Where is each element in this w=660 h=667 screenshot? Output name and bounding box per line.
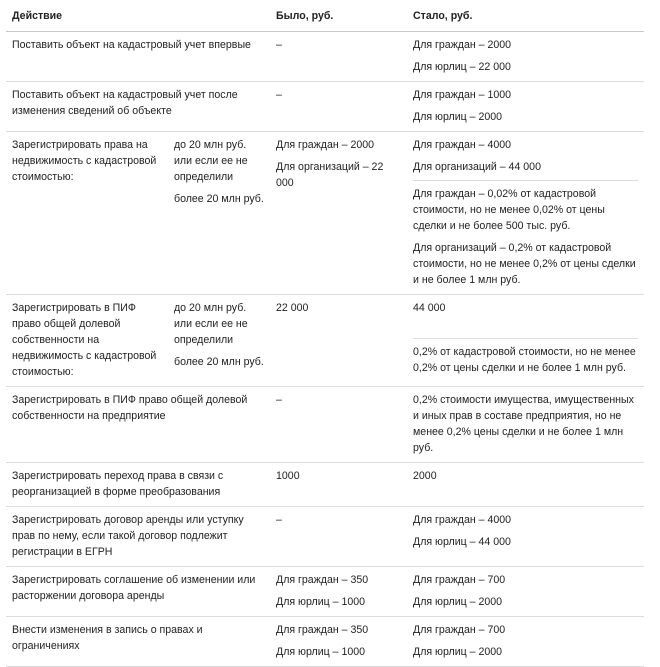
became-cell: 0,2% стоимости имущества, имущественных и иных прав в составе предприятия, но не менее 0,2% цены сделки и не более 1 млн руб.	[407, 387, 644, 463]
was-organizations: Для организаций – 22 000	[276, 161, 384, 189]
became-cell	[407, 295, 644, 387]
was-cell: –	[270, 32, 407, 82]
became-citizens-over-20m: Для граждан – 0,02% от кадастровой стоимости, но не менее 0,02% от цены сделки и не более 500 тыс. руб.	[413, 188, 605, 232]
subcondition-cell	[168, 132, 270, 295]
became-citizens: Для граждан – 700	[413, 574, 506, 586]
became-cell	[407, 82, 644, 132]
action-cell: Зарегистрировать договор аренды или уступку прав по нему, если такой договор подлежит регистрации в ЕГРН	[6, 507, 270, 567]
became-over-20m: 0,2% от кадастровой стоимости, но не менее 0,2% от цены сделки и не более 1 млн руб.	[413, 346, 636, 374]
became-cell	[407, 32, 644, 82]
became-citizens: Для граждан – 4000	[413, 514, 512, 526]
was-cell	[270, 567, 407, 617]
was-cell: 1000	[270, 463, 407, 507]
table-row	[6, 567, 644, 617]
was-citizens: Для граждан – 350	[276, 574, 369, 586]
became-legal: Для юрлиц – 2000	[413, 646, 503, 658]
was-citizens: Для граждан – 350	[276, 624, 369, 636]
subcondition-over-20m: более 20 млн руб.	[174, 193, 264, 205]
action-cell: Зарегистрировать права на недвижимость с кадастровой стоимостью:	[6, 132, 168, 295]
fee-table	[6, 0, 644, 667]
table-row	[6, 295, 644, 387]
subcondition-cell	[168, 295, 270, 387]
became-cell	[407, 132, 644, 295]
table-row	[6, 507, 644, 567]
subcondition-up-to-20m: до 20 млн руб. или если ее не определили	[174, 302, 248, 346]
was-cell	[270, 132, 407, 295]
was-legal: Для юрлиц – 1000	[276, 596, 366, 608]
became-citizens: Для граждан – 700	[413, 624, 506, 636]
table-row	[6, 132, 644, 295]
table-row	[6, 387, 644, 463]
action-cell: Зарегистрировать в ПИФ право общей долевой собственности на недвижимость с кадастровой стоимостью:	[6, 295, 168, 387]
table-row	[6, 32, 644, 82]
header-action: Действие	[6, 0, 270, 32]
became-organizations: Для организаций – 44 000	[413, 161, 541, 173]
table-row	[6, 463, 644, 507]
header-became: Стало, руб.	[407, 0, 644, 32]
became-cell	[407, 507, 644, 567]
subcondition-over-20m: более 20 млн руб.	[174, 356, 264, 368]
was-cell: –	[270, 82, 407, 132]
action-cell: Зарегистрировать переход права в связи с реорганизацией в форме преобразования	[6, 463, 270, 507]
became-citizens: Для граждан – 4000	[413, 139, 512, 151]
became-citizens: Для граждан – 1000	[413, 89, 512, 101]
became-organizations-over-20m: Для организаций – 0,2% от кадастровой стоимости, но не менее 0,2% от цены сделки и не более 1 млн руб.	[413, 242, 636, 286]
table-row	[6, 617, 644, 667]
became-legal: Для юрлиц – 2000	[413, 111, 503, 123]
was-cell: –	[270, 507, 407, 567]
table-row	[6, 82, 644, 132]
became-cell: 2000	[407, 463, 644, 507]
became-legal: Для юрлиц – 22 000	[413, 61, 511, 73]
became-citizens: Для граждан – 2000	[413, 39, 512, 51]
became-up-to-20m: 44 000	[413, 302, 446, 314]
subcondition-up-to-20m: до 20 млн руб. или если ее не определили	[174, 139, 248, 183]
became-cell	[407, 567, 644, 617]
was-legal: Для юрлиц – 1000	[276, 646, 366, 658]
became-legal: Для юрлиц – 44 000	[413, 536, 511, 548]
became-cell	[407, 617, 644, 667]
was-cell	[270, 617, 407, 667]
was-citizens: Для граждан – 2000	[276, 139, 375, 151]
action-cell: Внести изменения в запись о правах и ограничениях	[6, 617, 270, 667]
table-header-row	[6, 0, 644, 32]
was-cell: 22 000	[270, 295, 407, 387]
became-legal: Для юрлиц – 2000	[413, 596, 503, 608]
action-cell: Поставить объект на кадастровый учет после изменения сведений об объекте	[6, 82, 270, 132]
action-cell: Зарегистрировать в ПИФ право общей долевой собственности на предприятие	[6, 387, 270, 463]
fee-table-container	[6, 0, 644, 667]
was-cell: –	[270, 387, 407, 463]
header-was: Было, руб.	[270, 0, 407, 32]
action-cell: Зарегистрировать соглашение об изменении или расторжении договора аренды	[6, 567, 270, 617]
action-cell: Поставить объект на кадастровый учет впервые	[6, 32, 270, 82]
